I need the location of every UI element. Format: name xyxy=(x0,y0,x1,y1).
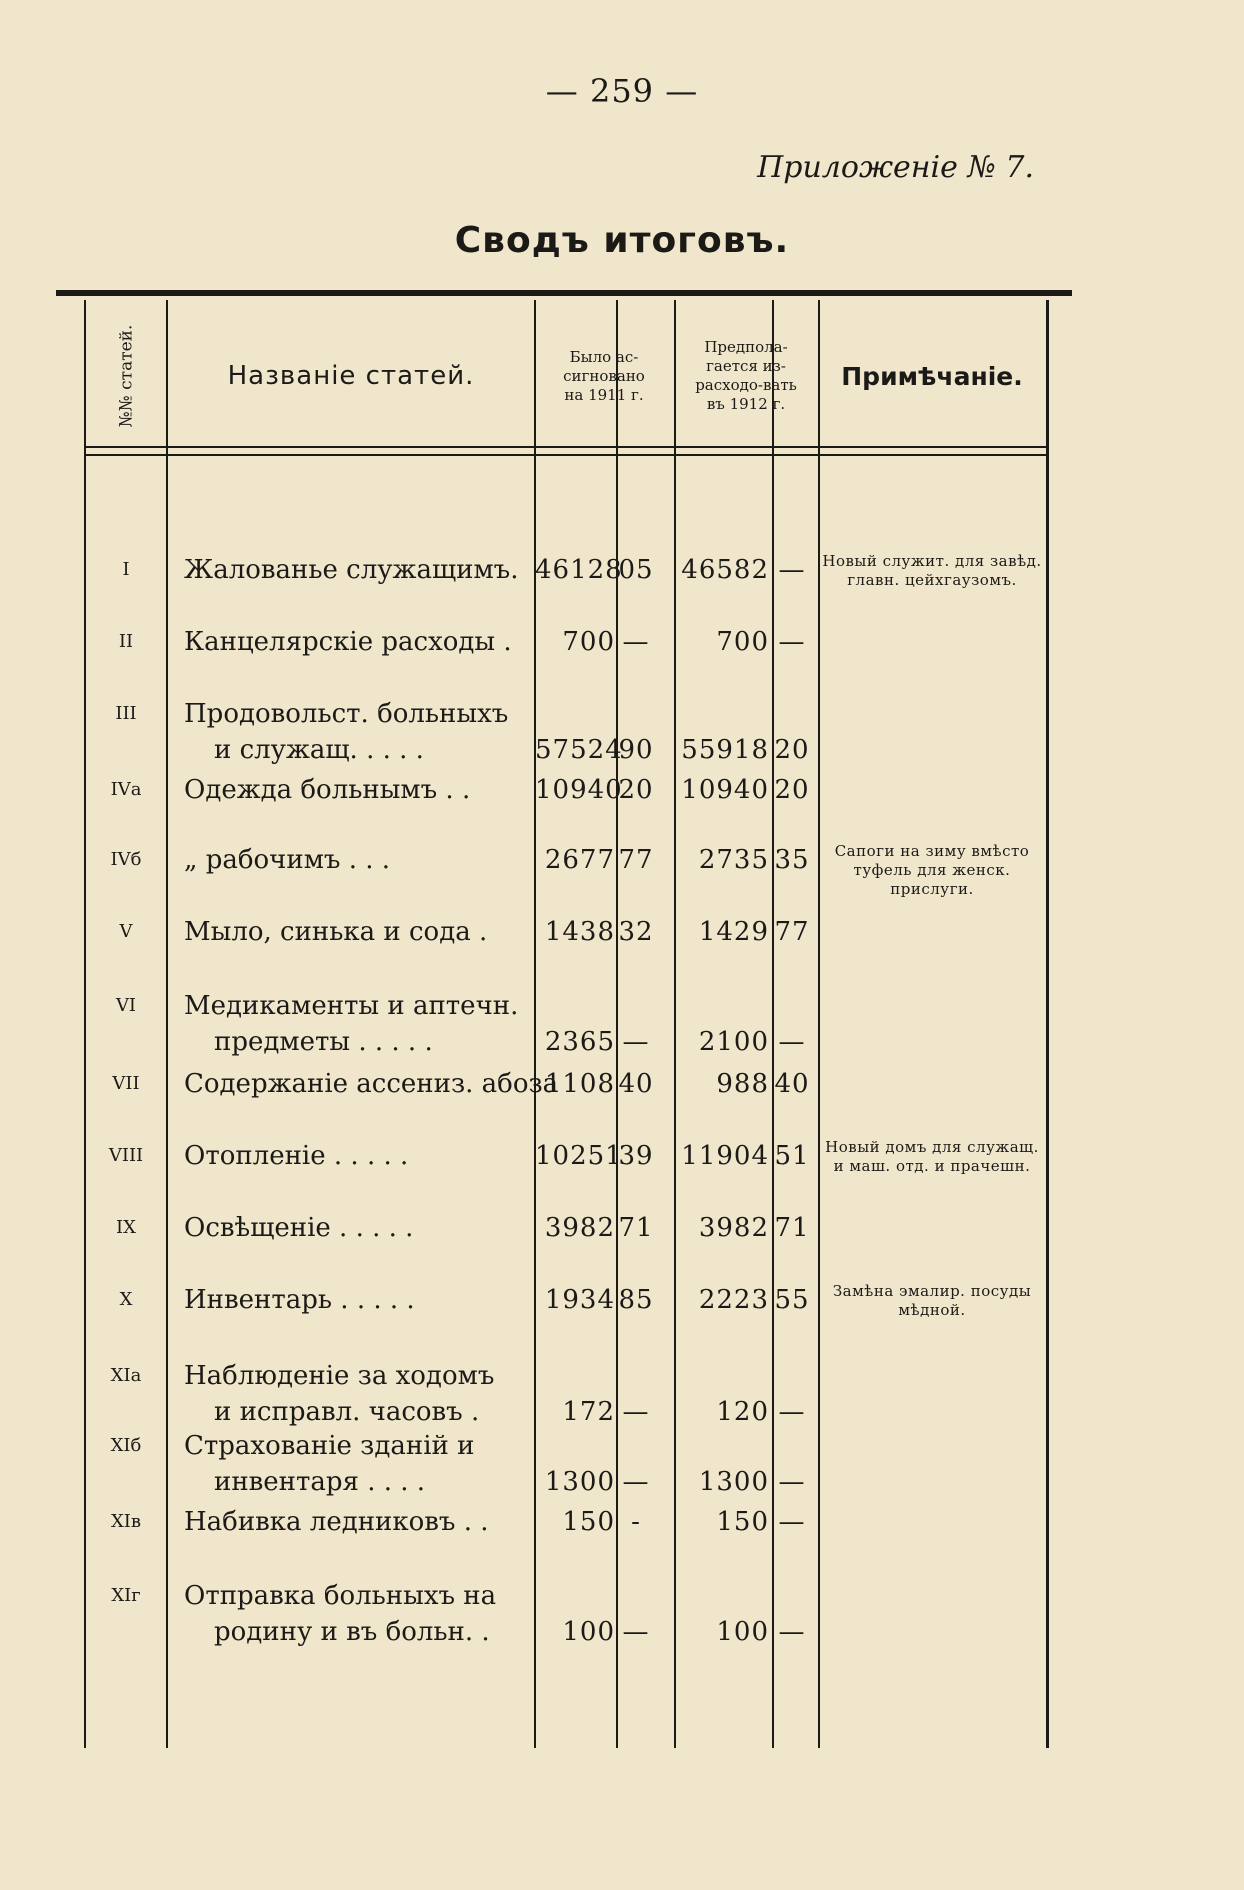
planned-kopecks: 55 xyxy=(774,1285,810,1315)
planned-kopecks: — xyxy=(778,1507,806,1537)
row-number: VI xyxy=(115,995,137,1016)
row-name-continued: родину и въ больн. . xyxy=(214,1617,490,1647)
assigned-rubles: 1934 xyxy=(544,1285,615,1315)
planned-rubles: 2223 xyxy=(698,1285,769,1315)
assigned-rubles: 2365 xyxy=(544,1027,615,1057)
header-note: Примѣчанiе. xyxy=(841,361,1023,391)
planned-rubles: 100 xyxy=(716,1617,769,1647)
top-rule xyxy=(56,290,1072,296)
assigned-kopecks: 20 xyxy=(618,775,654,805)
assigned-rubles: 172 xyxy=(562,1397,615,1427)
planned-kopecks: 77 xyxy=(774,917,810,947)
planned-kopecks: — xyxy=(778,1027,806,1057)
assigned-rubles: 1108 xyxy=(544,1069,615,1099)
assigned-rubles: 3982 xyxy=(544,1213,615,1243)
planned-kopecks: — xyxy=(778,627,806,657)
row-note: Новый домъ для служащ. и маш. отд. и прачешн. xyxy=(825,1138,1039,1175)
assigned-kopecks: — xyxy=(622,1397,650,1427)
row-name: Мыло, синька и сода . xyxy=(184,917,488,947)
header-name-cell xyxy=(168,308,534,444)
planned-rubles: 1300 xyxy=(698,1467,769,1497)
planned-kopecks: 20 xyxy=(774,735,810,765)
row-name: Отопленiе . . . . . xyxy=(184,1141,409,1171)
planned-rubles: 10940 xyxy=(681,775,769,805)
row-name: Инвентарь . . . . . xyxy=(184,1285,415,1315)
row-name: Отправка больныхъ на xyxy=(184,1581,497,1611)
row-note: Замѣна эмалир. посуды мѣдной. xyxy=(832,1282,1032,1319)
row-name-continued: и служащ. . . . . xyxy=(214,735,424,765)
summary-table xyxy=(84,300,1049,1748)
assigned-kopecks: — xyxy=(622,1467,650,1497)
row-name: Освѣщенiе . . . . . xyxy=(184,1213,414,1243)
row-name-continued: и исправл. часовъ . xyxy=(214,1397,480,1427)
assigned-kopecks: 05 xyxy=(618,555,654,585)
assigned-rubles: 1438 xyxy=(544,917,615,947)
header-separator xyxy=(86,446,1046,456)
row-number: XIб xyxy=(110,1435,142,1456)
row-name: Медикаменты и аптечн. xyxy=(184,991,519,1021)
header-planned-cell xyxy=(676,308,816,444)
assigned-rubles: 100 xyxy=(562,1617,615,1647)
row-number: I xyxy=(122,559,130,580)
assigned-rubles: 700 xyxy=(562,627,615,657)
column-divider xyxy=(166,300,168,1748)
assigned-kopecks: 32 xyxy=(618,917,654,947)
planned-kopecks: — xyxy=(778,1467,806,1497)
planned-kopecks: — xyxy=(778,1617,806,1647)
header-planned: Предпола-гается из-расходо-вать въ 1912 г. xyxy=(695,338,797,413)
planned-kopecks: — xyxy=(778,555,806,585)
assigned-kopecks: — xyxy=(622,1617,650,1647)
assigned-rubles: 2677 xyxy=(544,845,615,875)
planned-rubles: 11904 xyxy=(681,1141,769,1171)
row-number: II xyxy=(118,631,134,652)
assigned-kopecks: 39 xyxy=(618,1141,654,1171)
assigned-kopecks: 77 xyxy=(618,845,654,875)
row-number: VII xyxy=(112,1073,140,1094)
assigned-kopecks: — xyxy=(622,627,650,657)
row-name-continued: инвентаря . . . . xyxy=(214,1467,426,1497)
row-number: XIг xyxy=(111,1585,141,1606)
row-name: Содержанiе ассениз. абоза xyxy=(184,1069,559,1099)
page-number: — 259 — xyxy=(545,72,699,110)
row-number: IVб xyxy=(110,849,142,870)
row-name: Набивка ледниковъ . . xyxy=(184,1507,489,1537)
assigned-kopecks: 71 xyxy=(618,1213,654,1243)
header-num: №№ статей. xyxy=(116,324,136,428)
header-num-cell xyxy=(86,308,166,444)
row-number: X xyxy=(119,1289,133,1310)
header-name: Названiе статей. xyxy=(227,361,475,391)
planned-rubles: 150 xyxy=(716,1507,769,1537)
assigned-rubles: 1300 xyxy=(544,1467,615,1497)
assigned-kopecks: - xyxy=(631,1507,641,1537)
planned-kopecks: 40 xyxy=(774,1069,810,1099)
row-name: Канцелярскiе расходы . xyxy=(184,627,512,657)
assigned-kopecks: 90 xyxy=(618,735,654,765)
assigned-rubles: 46128 xyxy=(535,555,623,585)
row-number: IVа xyxy=(110,779,142,800)
planned-kopecks: 71 xyxy=(774,1213,810,1243)
row-note: Новый служит. для завѣд. главн. цейхгаузомъ. xyxy=(822,552,1042,589)
header-assigned: Было ас-сигновано на 1911 г. xyxy=(563,347,645,404)
planned-rubles: 46582 xyxy=(681,555,769,585)
row-number: III xyxy=(115,703,137,724)
column-divider xyxy=(818,300,820,1748)
row-name: „ рабочимъ . . . xyxy=(184,845,391,875)
row-number: XIв xyxy=(110,1511,142,1532)
planned-rubles: 1429 xyxy=(698,917,769,947)
assigned-rubles: 57524 xyxy=(535,735,623,765)
header-assigned-cell xyxy=(536,308,672,444)
planned-rubles: 988 xyxy=(716,1069,769,1099)
assigned-kopecks: 85 xyxy=(618,1285,654,1315)
page-title: Сводъ итоговъ. xyxy=(454,220,790,261)
planned-rubles: 2100 xyxy=(698,1027,769,1057)
row-name: Наблюденiе за ходомъ xyxy=(184,1361,495,1391)
row-number: XIа xyxy=(110,1365,142,1386)
planned-kopecks: 51 xyxy=(774,1141,810,1171)
row-name: Страхованiе зданiй и xyxy=(184,1431,475,1461)
row-number: VIII xyxy=(108,1145,144,1166)
planned-kopecks: 20 xyxy=(774,775,810,805)
planned-rubles: 3982 xyxy=(698,1213,769,1243)
assigned-kopecks: — xyxy=(622,1027,650,1057)
planned-kopecks: 35 xyxy=(774,845,810,875)
assigned-kopecks: 40 xyxy=(618,1069,654,1099)
planned-rubles: 2735 xyxy=(698,845,769,875)
assigned-rubles: 10251 xyxy=(535,1141,623,1171)
header-note-cell xyxy=(820,308,1044,444)
assigned-rubles: 10940 xyxy=(535,775,623,805)
row-name: Продовольст. больныхъ xyxy=(184,699,509,729)
row-name: Одежда больнымъ . . xyxy=(184,775,471,805)
planned-rubles: 700 xyxy=(716,627,769,657)
planned-kopecks: — xyxy=(778,1397,806,1427)
row-note: Сапоги на зиму вмѣсто туфель для женск. прислуги. xyxy=(834,842,1030,898)
planned-rubles: 120 xyxy=(716,1397,769,1427)
row-name-continued: предметы . . . . . xyxy=(214,1027,433,1057)
row-number: V xyxy=(119,921,133,942)
assigned-rubles: 150 xyxy=(562,1507,615,1537)
row-name: Жалованье служащимъ. xyxy=(184,555,519,585)
appendix-label: Приложенiе № 7. xyxy=(757,150,1034,185)
planned-rubles: 55918 xyxy=(681,735,769,765)
row-number: IX xyxy=(116,1217,136,1238)
